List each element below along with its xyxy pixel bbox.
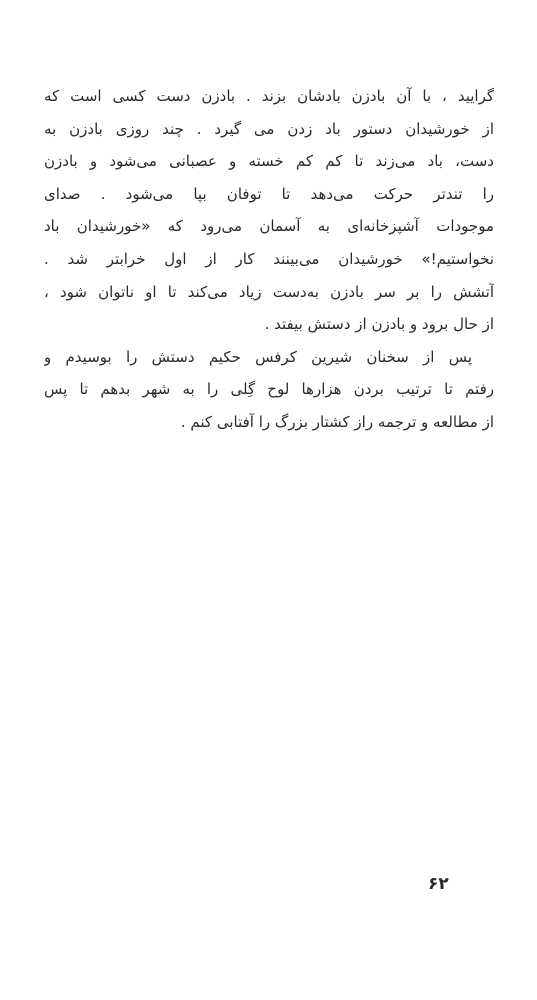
text-line: از مطالعه و ترجمه راز کشتار بزرگ را آفتابی کنم . bbox=[180, 412, 494, 431]
text-line: را تندتر حرکت می‌دهد تا توفان بپا می‌شود . صدای bbox=[44, 184, 494, 203]
page-number: ۶۲ bbox=[428, 874, 449, 894]
paragraph-2 bbox=[44, 341, 494, 439]
text-line: از حال برود و بادزن از دستش بیفتد . bbox=[264, 315, 494, 334]
text-line: آتشش را بر سر بادزن به‌دست زیاد می‌کند تا او ناتوان شود ، bbox=[44, 282, 494, 301]
text-line: رفتم تا ترتیب بردن هزارها لوح گِلی را به شهر بدهم تا پس bbox=[44, 380, 494, 399]
paragraph-1 bbox=[44, 80, 494, 341]
body-text bbox=[44, 80, 494, 439]
text-line: گرایید ، با آن بادزن بادشان بزند . بادزن دست کسی است که bbox=[44, 87, 494, 105]
text-line: نخواستیم!» خورشیدان می‌بینند کار از اول خرابتر شد . bbox=[44, 249, 494, 268]
text-line: پس از سخنان شیرین کرفس حکیم دستش را بوسیدم و bbox=[44, 347, 472, 366]
text-line: دست، باد می‌زند تا کم کم خسته و عصبانی می‌شود و بادزن bbox=[44, 152, 494, 171]
text-line: موجودات آشپزخانه‌ای به آسمان می‌رود که «خورشیدان باد bbox=[44, 217, 494, 236]
text-line: از خورشیدان دستور باد زدن می گیرد . چند روزی بادزن به bbox=[44, 119, 494, 138]
